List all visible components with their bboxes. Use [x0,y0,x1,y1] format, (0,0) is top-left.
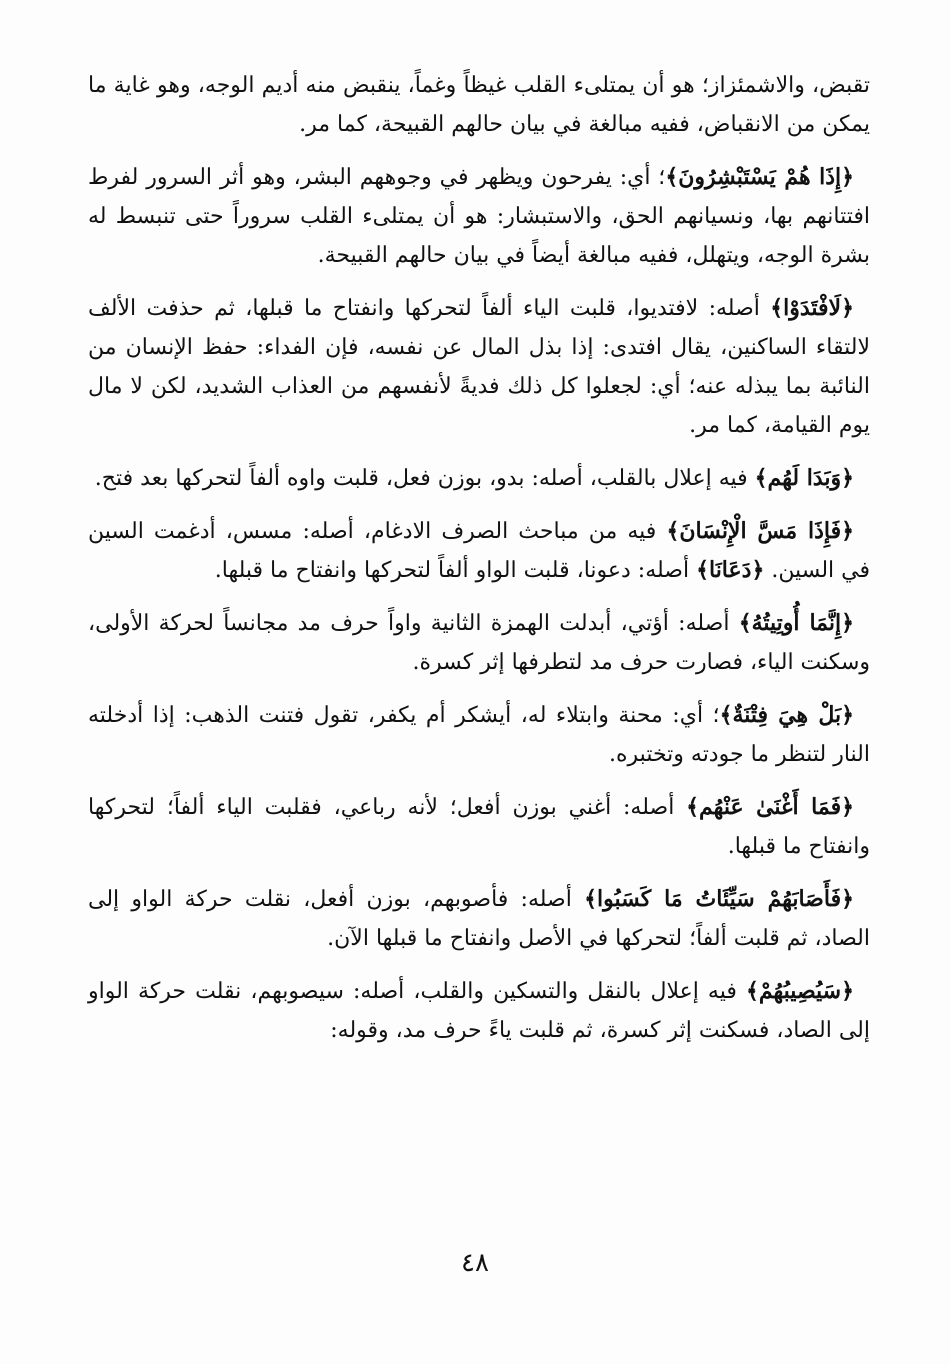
quran-quote-9: ﴿فَأَصَابَهُمْ سَيِّئَاتُ مَا كَسَبُوا﴾ [584,886,854,912]
quran-quote-8: ﴿فَمَا أَغْنَىٰ عَنْهُم﴾ [686,794,854,820]
quran-quote-2: ﴿إِذَا هُمْ يَسْتَبْشِرُونَ﴾ [665,164,855,190]
quran-quote-5: ﴿فَإِذَا مَسَّ الْإِنْسَانَ﴾ [666,518,854,544]
text-column [88,66,870,1064]
paragraph-2-text: ؛ أي: يفرحون ويظهر في وجوههم البشر، وهو أثر السرور لفرط افتتانهم بها، ونسيانهم الحق، والاستبشار: هو أن يمتلىء القلب سروراً حتى تنبسط له بشرة الوجه، ويتهلل، ففيه مبالغة أيضاً في بيان حالهم القبيحة. [88,165,870,268]
paragraph-10-text: فيه إعلال بالنقل والتسكين والقلب، أصله: سيصوبهم، نقلت حركة الواو إلى الصاد، فسكنت إثر كسرة، ثم قلبت ياءً حرف مد، وقوله: [88,979,870,1043]
paragraph-10 [88,972,870,1050]
paragraph-4-text: فيه إعلال بالقلب، أصله: بدو، بوزن فعل، قلبت واوه ألفاً لتحركها بعد فتح. [94,466,755,491]
quran-quote-7: ﴿بَلْ هِيَ فِتْنَةٌ﴾ [719,702,855,728]
quran-quote-3: ﴿لَافْتَدَوْا﴾ [770,295,854,321]
page-number: ٤٨ [461,1248,489,1278]
paragraph-5-text-b: أصله: دعونا، قلبت الواو ألفاً لتحركها وانفتاح ما قبلها. [214,558,697,583]
paragraph-6-text: أصله: أؤتي، أبدلت الهمزة الثانية واواً حرف مد مجانساً لحركة الأولى، وسكنت الياء، فصارت حرف مد لتطرفها إثر كسرة. [88,611,870,675]
paragraph-7-text: ؛ أي: محنة وابتلاء له، أيشكر أم يكفر، تقول فتنت الذهب: إذا أدخلته النار لتنظر ما جودته وتختبره. [88,703,870,767]
paragraph-3 [88,289,870,445]
quran-quote-4: ﴿وَبَدَا لَهُم﴾ [754,465,854,491]
paragraph-2 [88,158,870,275]
quran-quote-10: ﴿سَيُصِيبُهُمْ﴾ [746,978,854,1004]
paragraph-1 [88,66,870,144]
paragraph-9 [88,880,870,958]
paragraph-5-text: فيه من مباحث الصرف الادغام، أصله: مسس، أدغمت السين في السين. [88,519,870,583]
paragraph-6 [88,604,870,682]
paragraph-8 [88,788,870,866]
paragraph-7 [88,696,870,774]
quran-quote-6: ﴿إِنَّمَا أُوتِيتُهُ﴾ [738,610,855,636]
paragraph-8-text: أصله: أغني بوزن أفعل؛ لأنه رباعي، فقلبت الياء ألفاً؛ لتحركها وانفتاح ما قبلها. [88,795,870,859]
paragraph-3-text: أصله: لافتديوا، قلبت الياء ألفاً لتحركها وانفتاح ما قبلها، ثم حذفت الألف لالتقاء الساكنين، يقال افتدى: إذا بذل المال عن نفسه، فإن الفداء: حفظ الإنسان من النائبة بما يبذله عنه؛ أي: لجعلوا كل ذلك فديةً لأنفسهم من العذاب الشديد، لكن لا مال يوم القيامة، كما مر. [88,296,870,438]
quran-quote-5b: ﴿دَعَانَا﴾ [696,557,765,583]
paragraph-5 [88,512,870,590]
paragraph-9-text: أصله: فأصوبهم، بوزن أفعل، نقلت حركة الواو إلى الصاد، ثم قلبت ألفاً؛ لتحركها في الأصل وانفتاح ما قبلها الآن. [88,887,870,951]
paragraph-1-text: تقبض، والاشمئزاز؛ هو أن يمتلىء القلب غيظاً وغماً، ينقبض منه أديم الوجه، وهو غاية ما يمكن من الانقباض، ففيه مبالغة في بيان حالهم القبيحة، كما مر. [88,73,870,137]
paragraph-4 [88,459,870,498]
